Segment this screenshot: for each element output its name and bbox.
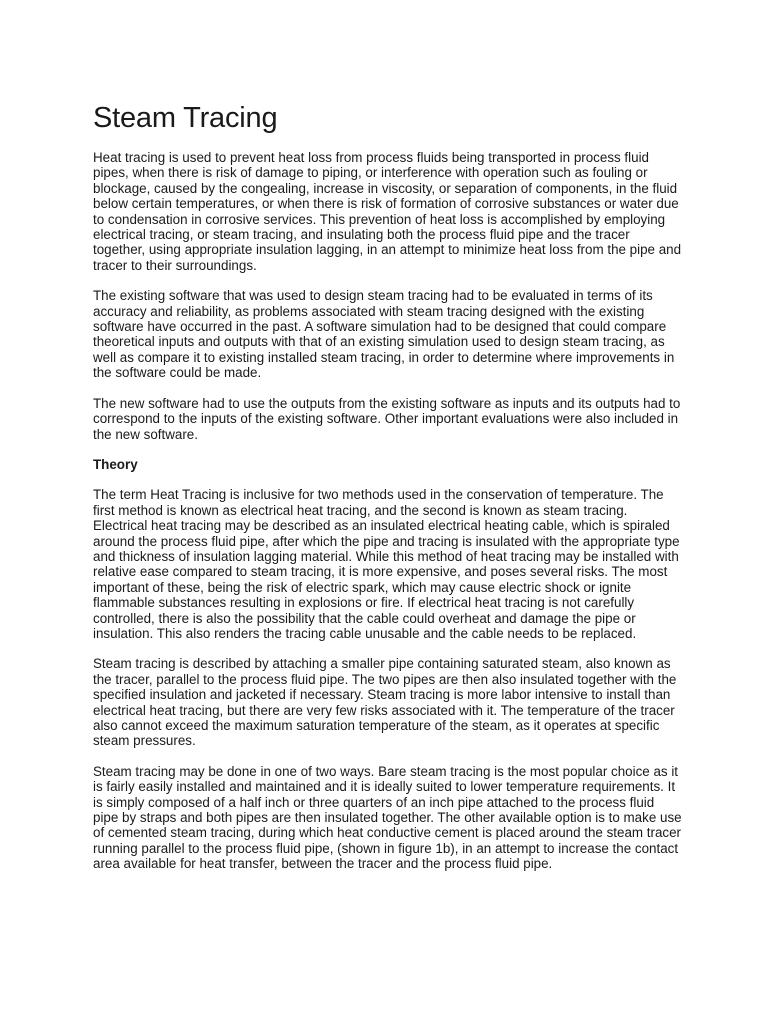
- intro-paragraph-1: Heat tracing is used to prevent heat loss from process fluids being transported in process fluid pipes, when there is risk of damage to piping, or interference with operation such as fouling or blockage, caused by the congealing, increase in viscosity, or separation of components, in the fluid below certain temperatures, or when there is risk of formation of corrosive substances or water due to condensation in corrosive services. This prevention of heat loss is accomplished by employing electrical tracing, or steam tracing, and insulating both the process fluid pipe and the tracer together, using appropriate insulation lagging, in an attempt to minimize heat loss from the pipe and tracer to their surroundings.: [93, 150, 682, 273]
- theory-paragraph-1: The term Heat Tracing is inclusive for two methods used in the conservation of temperature. The first method is known as electrical heat tracing, and the second is known as steam tracing. Electrical heat tracing may be described as an insulated electrical heating cable, which is spiraled around the process fluid pipe, after which the pipe and tracing is insulated with the appropriate type and thickness of insulation lagging material. While this method of heat tracing may be installed with relative ease compared to steam tracing, it is more expensive, and poses several risks. The most important of these, being the risk of electric spark, which may cause electric shock or ignite flammable substances resulting in explosions or fire. If electrical heat tracing is not carefully controlled, there is also the possibility that the cable could overheat and damage the pipe or insulation. This also renders the tracing cable unusable and the cable needs to be replaced.: [93, 487, 680, 641]
- intro-paragraph-3: The new software had to use the outputs from the existing software as inputs and its outputs had to correspond to the inputs of the existing software. Other important evaluations were also included in the new software.: [93, 395, 681, 442]
- page-title: Steam Tracing: [93, 102, 278, 134]
- document-page: [93, 100, 683, 887]
- theory-paragraph-3: Steam tracing may be done in one of two ways. Bare steam tracing is the most popular choice as it is fairly easily installed and maintained and it is ideally suited to lower temperature requirements. It is simply composed of a half inch or three quarters of an inch pipe attached to the process fluid pipe by straps and both pipes are then insulated together. The other available option is to make use of cemented steam tracing, during which heat conductive cement is placed around the steam tracer running parallel to the process fluid pipe, (shown in figure 1b), in an attempt to increase the contact area available for heat transfer, between the tracer and the process fluid pipe.: [93, 763, 682, 872]
- section-heading-theory: Theory: [93, 456, 138, 472]
- theory-paragraph-2: Steam tracing is described by attaching a smaller pipe containing saturated steam, also known as the tracer, parallel to the process fluid pipe. The two pipes are then also insulated together with the specified insulation and jacketed if necessary. Steam tracing is more labor intensive to install than electrical heat tracing, but there are very few risks associated with it. The temperature of the tracer also cannot exceed the maximum saturation temperature of the steam, as it operates at specific steam pressures.: [93, 656, 677, 749]
- intro-paragraph-2: The existing software that was used to design steam tracing had to be evaluated in terms of its accuracy and reliability, as problems associated with steam tracing designed with the existing software have occurred in the past. A software simulation had to be designed that could compare theoretical inputs and outputs with that of an existing simulation used to design steam tracing, as well as compare it to existing installed steam tracing, in order to determine where improvements in the software could be made.: [93, 288, 675, 381]
